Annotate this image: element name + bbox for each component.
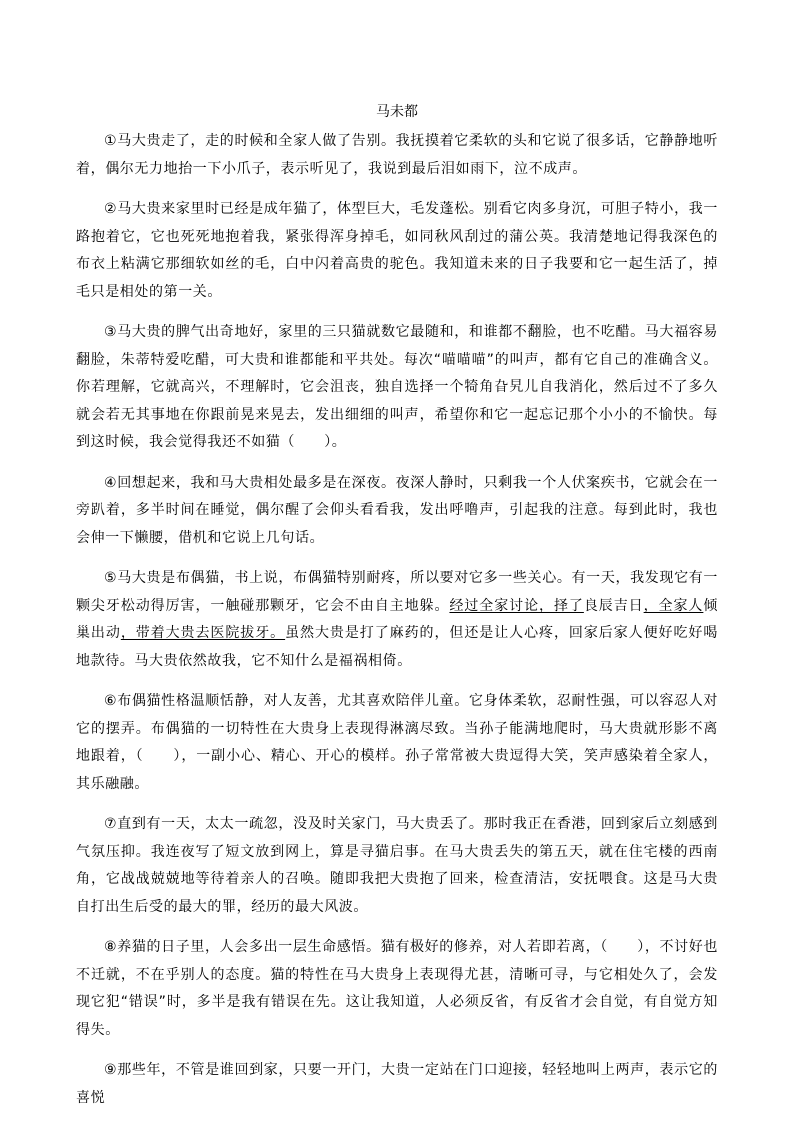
paragraph-text: 良辰吉日 [583, 597, 644, 614]
paragraph-8 [76, 934, 718, 1044]
paragraph-text: ①马大贵走了，走的时候和全家人做了告别。我抚摸着它柔软的头和它说了很多话，它静静地听着，偶尔无力地抬一下小爪子，表示听见了，我说到最后泪如雨下，泣不成声。 [76, 133, 718, 177]
paragraph-3 [76, 319, 718, 457]
document-page [76, 100, 718, 1125]
underlined-phrase: ，带着大贵去医院拔牙。 [120, 625, 286, 641]
paragraph-5 [76, 565, 718, 675]
paragraph-text: ⑧养猫的日子里，人会多出一层生命感悟。猫有极好的修养，对人若即若离，（ ），不讨好也不迁就，不在乎别人的态度。猫的特性在马大贵身上表现得尤甚，清晰可寻，与它相处久了，会发现它犯“错误”时，多半是我有错误在先。这让我知道，人必须反省，有反省才会自觉，有自觉方知得失。 [76, 939, 718, 1038]
paragraph-text: ④回想起来，我和马大贵相处最多是在深夜。夜深人静时，只剩我一个人伏案疾书，它就会在一旁趴着，多半时间在睡觉，偶尔醒了会仰头看看我，发出呼噜声，引起我的注意。每到此时，我也会伸一下懒腰，借机和它说上几句话。 [76, 474, 718, 546]
paragraph-6 [76, 688, 718, 798]
paragraph-9 [76, 1057, 718, 1112]
paragraph-text: ⑨那些年，不管是谁回到家，只要一开门，大贵一定站在门口迎接，轻轻地叫上两声，表示它的喜悦 [76, 1062, 718, 1106]
paragraph-text: ⑦直到有一天，太太一疏忽，没及时关家门，马大贵丢了。那时我正在香港，回到家后立刻感到气氛压抑。我连夜写了短文放到网上，算是寻猫启事。在马大贵丢失的第五天，就在住宅楼的西南角，它战战兢兢地等待着亲人的召唤。随即我把大贵抱了回来，检查清洁，安抚喂食。这是马大贵自打出生后受的最大的罪，经历的最大风波。 [76, 816, 718, 915]
document-title: 马未都 [376, 104, 418, 120]
paragraph-4 [76, 470, 718, 553]
paragraph-text: ⑤马大贵是布偶猫，书上说，布偶猫特别耐疼，所以要对它多一些关心。有一天，我发现它有一颗尖牙松动得厉害，一触碰那颗牙，它会不由自主地躲。 [76, 570, 718, 614]
paragraph-1 [76, 128, 718, 183]
paragraph-7 [76, 811, 718, 921]
paragraph-text: ③马大贵的脾气出奇地好，家里的三只猫就数它最随和，和谁都不翻脸，也不吃醋。马大福容易翻脸，朱蒂特爱吃醋，可大贵和谁都能和平共处。每次“喵喵喵”的叫声，都有它自己的准确含义。你若理解，它就高兴，不理解时，它会沮丧，独自选择一个犄角旮旯儿自我消化，然后过不了多久就会若无其事地在你跟前晃来晃去，发出细细的叫声，希望你和它一起忘记那个小小的不愉快。每到这时候，我会觉得我还不如猫（ ）。 [76, 324, 718, 450]
paragraph-text: 倾巢出动 [76, 597, 718, 641]
paragraph-2 [76, 196, 718, 306]
underlined-phrase: 经过全家讨论，择了 [449, 597, 584, 614]
paragraph-text: ⑥布偶猫性格温顺恬静，对人友善，尤其喜欢陪伴儿童。它身体柔软，忍耐性强，可以容忍人对它的摆弄。布偶猫的一切特性在大贵身上表现得淋漓尽致。当孙子能满地爬时，马大贵就形影不离地跟着，（ ），一副小心、精心、开心的模样。孙子常常被大贵逗得大笑，笑声感染着全家人，其乐融融。 [76, 693, 718, 792]
paragraph-text: 虽然大贵是打了麻药的，但还是让人心疼，回家后家人便好吃好喝地款待。马大贵依然故我，它不知什么是福祸相倚。 [76, 625, 718, 669]
underlined-phrase: ，全家人 [643, 597, 704, 614]
paragraph-text: ②马大贵来家里时已经是成年猫了，体型巨大，毛发蓬松。别看它肉多身沉，可胆子特小，我一路抱着它，它也死死地抱着我，紧张得浑身掉毛，如同秋风刮过的蒲公英。我清楚地记得我深色的布衣上粘满它那细软如丝的毛，白中闪着高贵的驼色。我知道未来的日子我要和它一起生活了，掉毛只是相处的第一关。 [76, 201, 718, 300]
